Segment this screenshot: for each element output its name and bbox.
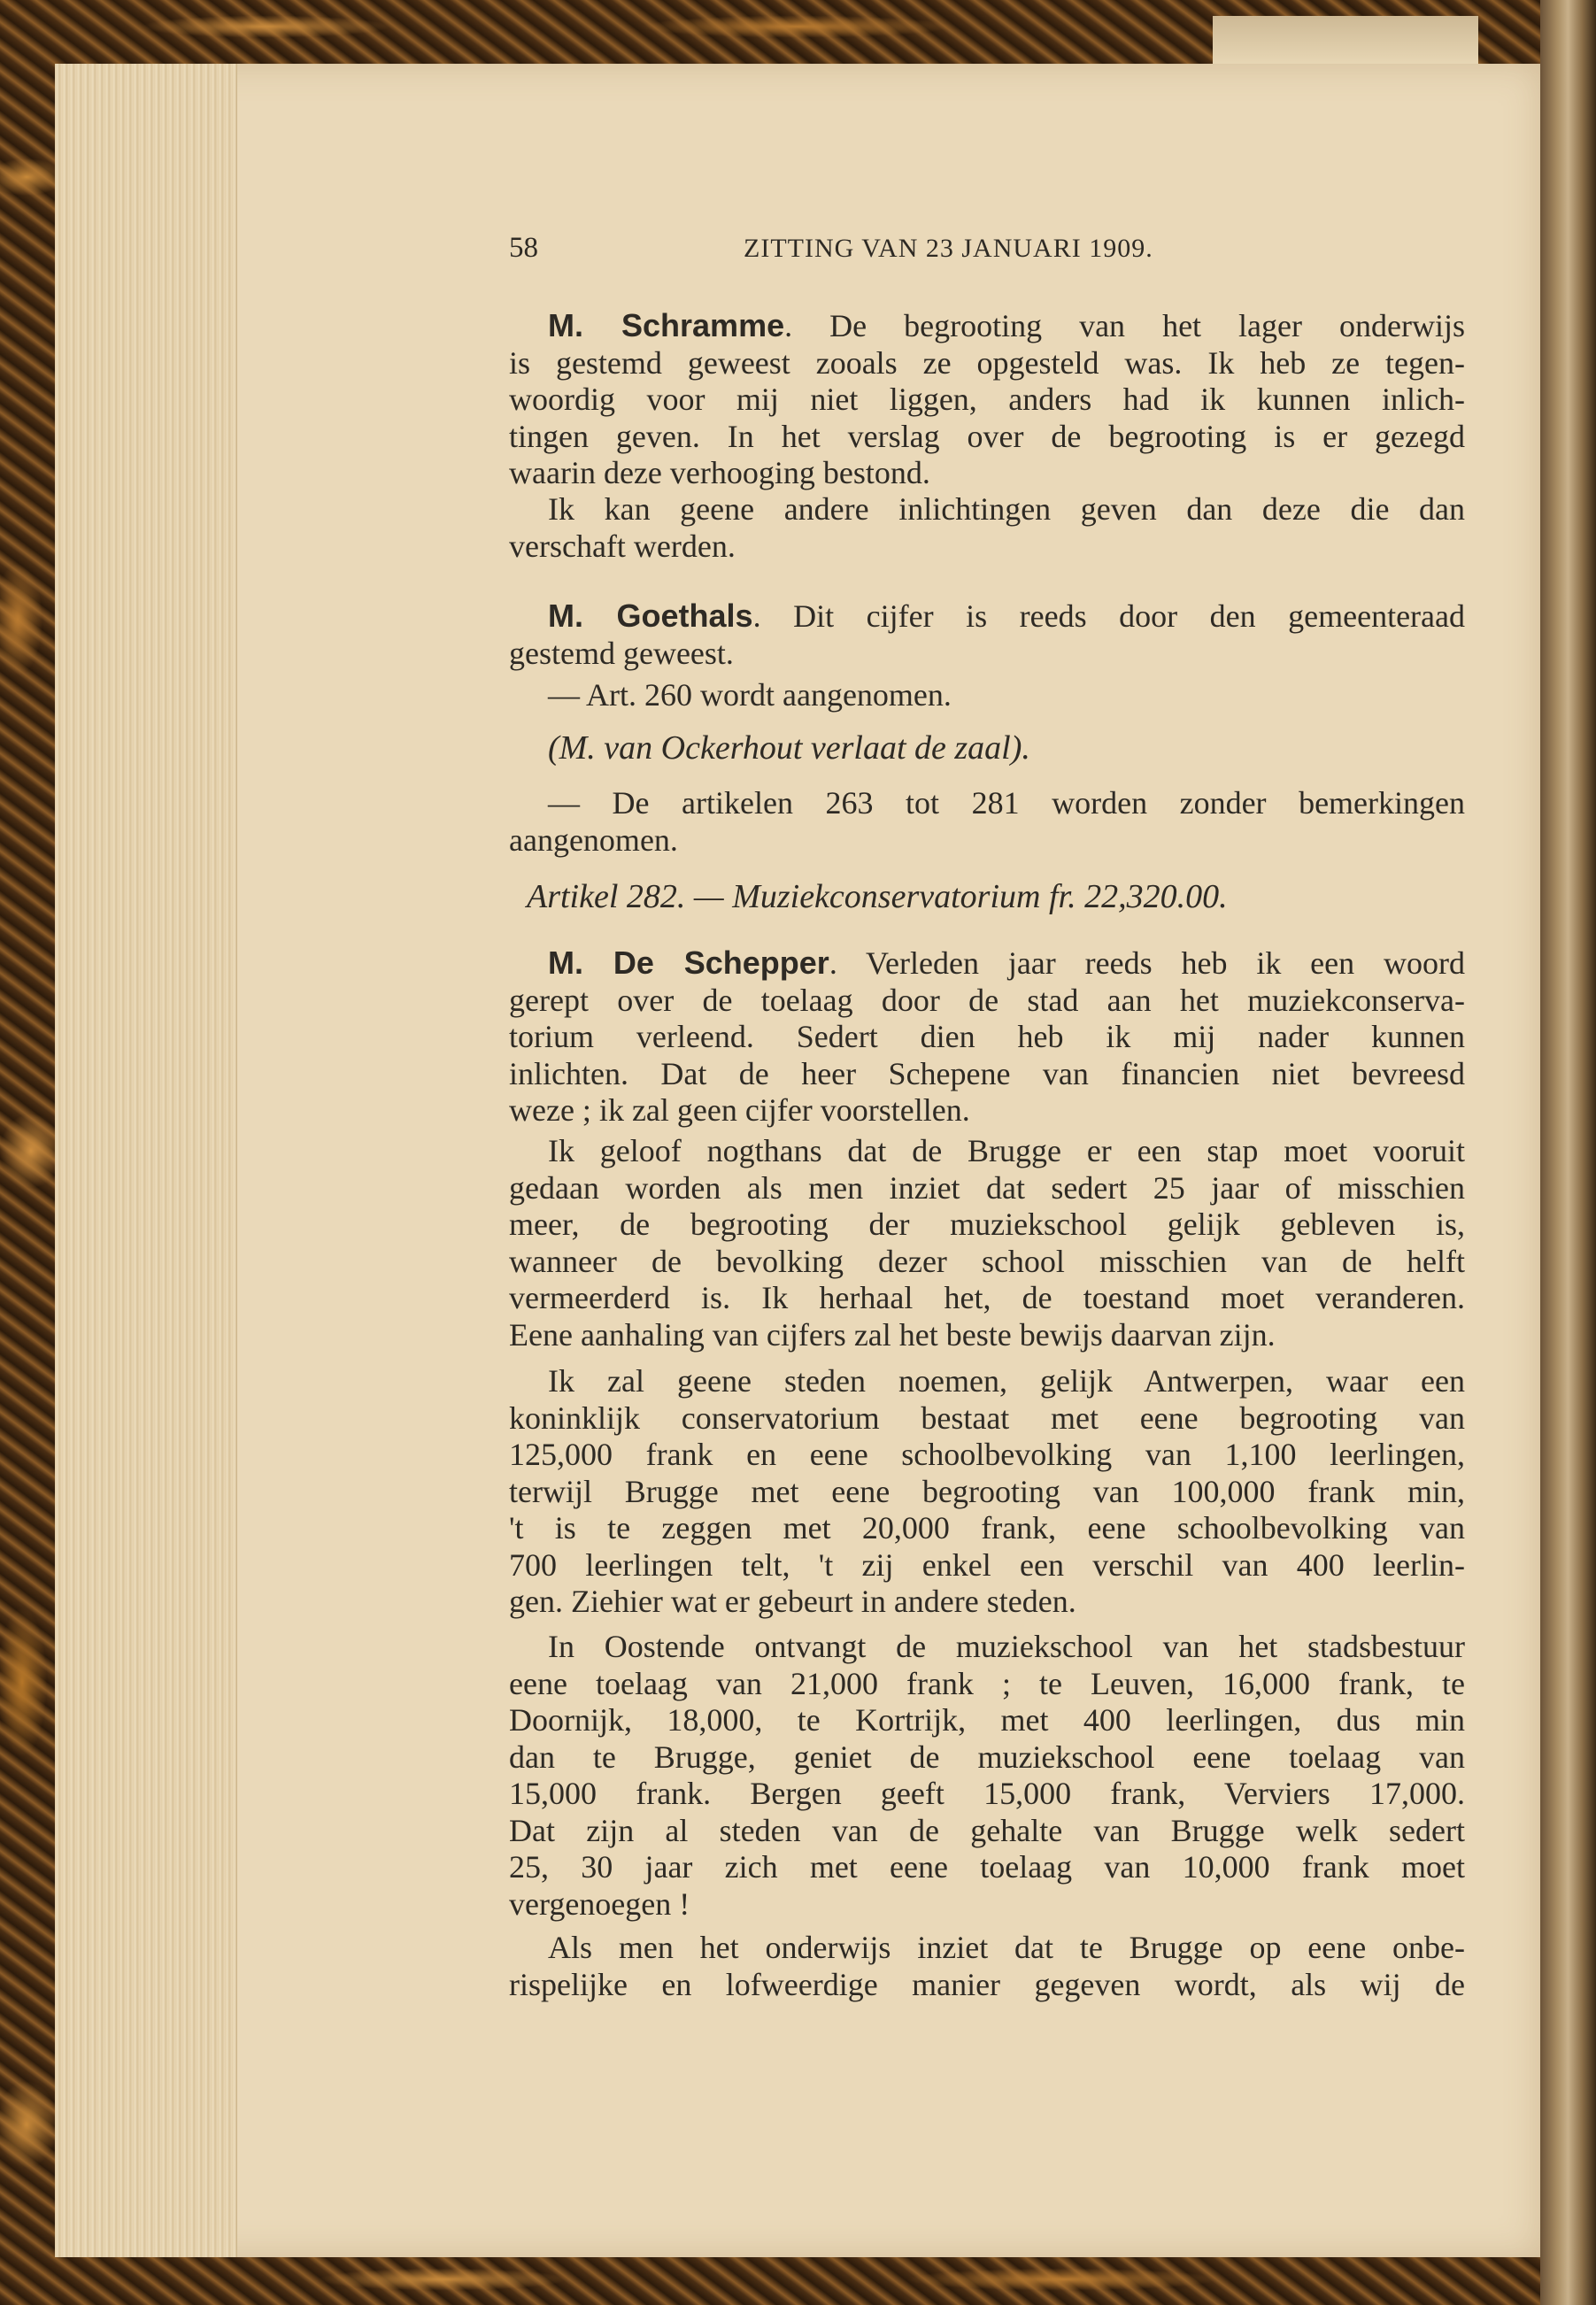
text-line: inlichten. Dat de heer Schepene van financien niet bevreesd	[509, 1055, 1465, 1091]
text-line: 125,000 frank en eene schoolbevolking van 1,100 leerlingen,	[509, 1437, 1465, 1472]
paragraph	[509, 1133, 1465, 1353]
text-line: gen. Ziehier wat er gebeurt in andere steden.	[509, 1584, 1076, 1619]
paragraph-schramme	[509, 307, 1465, 492]
text-line: 25, 30 jaar zich met eene toelaag van 10,000 frank moet	[509, 1849, 1465, 1885]
text-line: Ik zal geene steden noemen, gelijk Antwerpen, waar een	[548, 1363, 1465, 1399]
paragraph	[509, 1629, 1465, 1923]
paragraph	[509, 785, 1465, 859]
text-line: woordig voor mij niet liggen, anders had ik kunnen inlich-	[509, 382, 1465, 417]
page-number: 58	[509, 232, 538, 264]
text-line: gerept over de toelaag door de stad aan het muziekconserva-	[509, 982, 1465, 1018]
text-line: vergenoegen !	[509, 1885, 690, 1922]
text-line: . Dit cijfer is reeds door den gemeenteraad	[752, 598, 1465, 634]
text-line: koninklijk conservatorium bestaat met eene begrooting van	[509, 1399, 1465, 1436]
text-line: In Oostende ontvangt de muziekschool van het stadsbestuur	[548, 1629, 1465, 1664]
speaker-name: M. Schramme	[548, 307, 785, 343]
text-line: 700 leerlingen telt, 't zij enkel een verschil van 400 leerlin-	[509, 1546, 1465, 1583]
text-line: Doornijk, 18,000, te Kortrijk, met 400 leerlingen, dus min	[509, 1702, 1465, 1738]
text-line: rispelijke en lofweerdige manier gegeven wordt, als wij de	[509, 1966, 1465, 2002]
text-line: . De begrooting van het lager onderwijs	[784, 308, 1465, 343]
paragraph-de-schepper	[509, 944, 1465, 1129]
paragraph	[509, 1363, 1465, 1621]
text-line: weze ; ik zal geen cijfer voorstellen.	[509, 1092, 970, 1128]
text-line: torium verleend. Sedert dien heb ik mij nader kunnen	[509, 1019, 1465, 1054]
paragraph-goethals	[509, 597, 1465, 672]
text-line: terwijl Brugge met eene begrooting van 100,000 frank min,	[509, 1473, 1465, 1509]
page-edge-top	[1213, 16, 1478, 64]
text-line: waarin deze verhooging bestond.	[509, 455, 930, 490]
page-header	[509, 232, 1253, 267]
speaker-name: M. Goethals	[548, 597, 753, 634]
paragraph	[509, 1930, 1465, 2003]
text-line: wanneer de bevolking dezer school misschien van de helft	[509, 1243, 1465, 1279]
text-line: — Art. 260 wordt aangenomen.	[548, 677, 952, 713]
text-line: . Verleden jaar reeds heb ik een woord	[829, 945, 1465, 981]
text-line: Artikel 282. — Muziekconservatorium fr. 22,320.00.	[527, 878, 1228, 915]
running-head: ZITTING VAN 23 JANUARI 1909.	[744, 234, 1153, 263]
text-line: tingen geven. In het verslag over de begrooting is er gezegd	[509, 418, 1465, 454]
text-line: vermeerderd is. Ik herhaal het, de toestand moet veranderen.	[509, 1280, 1465, 1315]
text-line: gedaan worden als men inziet dat sedert 25 jaar of misschien	[509, 1169, 1465, 1206]
text-line: eene toelaag van 21,000 frank ; te Leuven, 16,000 frank, te	[509, 1665, 1465, 1701]
text-line: 15,000 frank. Bergen geeft 15,000 frank, Verviers 17,000.	[509, 1776, 1465, 1811]
text-line: Eene aanhaling van cijfers zal het beste bewijs daarvan zijn.	[509, 1316, 1276, 1353]
paragraph	[509, 491, 1465, 565]
page-stack-edge	[55, 64, 237, 2257]
paragraph	[509, 677, 1465, 714]
text-line: 't is te zeggen met 20,000 frank, eene schoolbevolking van	[509, 1510, 1465, 1546]
text-line: is gestemd geweest zooals ze opgesteld was. Ik heb ze tegen-	[509, 344, 1465, 381]
book-edge	[1540, 0, 1596, 2305]
text-line: dan te Brugge, geniet de muziekschool eene toelaag van	[509, 1738, 1465, 1775]
text-line: Dat zijn al steden van de gehalte van Brugge welk sedert	[509, 1812, 1465, 1848]
text-line: Ik kan geene andere inlichtingen geven dan deze die dan	[548, 491, 1465, 527]
article-heading	[509, 879, 1465, 916]
text-line: gestemd geweest.	[509, 635, 734, 671]
text-line: meer, de begrooting der muziekschool gelijk gebleven is,	[509, 1206, 1465, 1242]
text-line: Als men het onderwijs inziet dat te Brugge op eene onbe-	[548, 1930, 1465, 1965]
text-line: — De artikelen 263 tot 281 worden zonder bemerkingen	[548, 785, 1465, 821]
text-line: (M. van Ockerhout verlaat de zaal).	[548, 729, 1030, 767]
text-line: aangenomen.	[509, 821, 678, 858]
speaker-name: M. De Schepper	[548, 944, 829, 981]
text-line: verschaft werden.	[509, 528, 736, 564]
paragraph-italic	[509, 730, 1465, 767]
text-line: Ik geloof nogthans dat de Brugge er een stap moet vooruit	[548, 1133, 1465, 1168]
